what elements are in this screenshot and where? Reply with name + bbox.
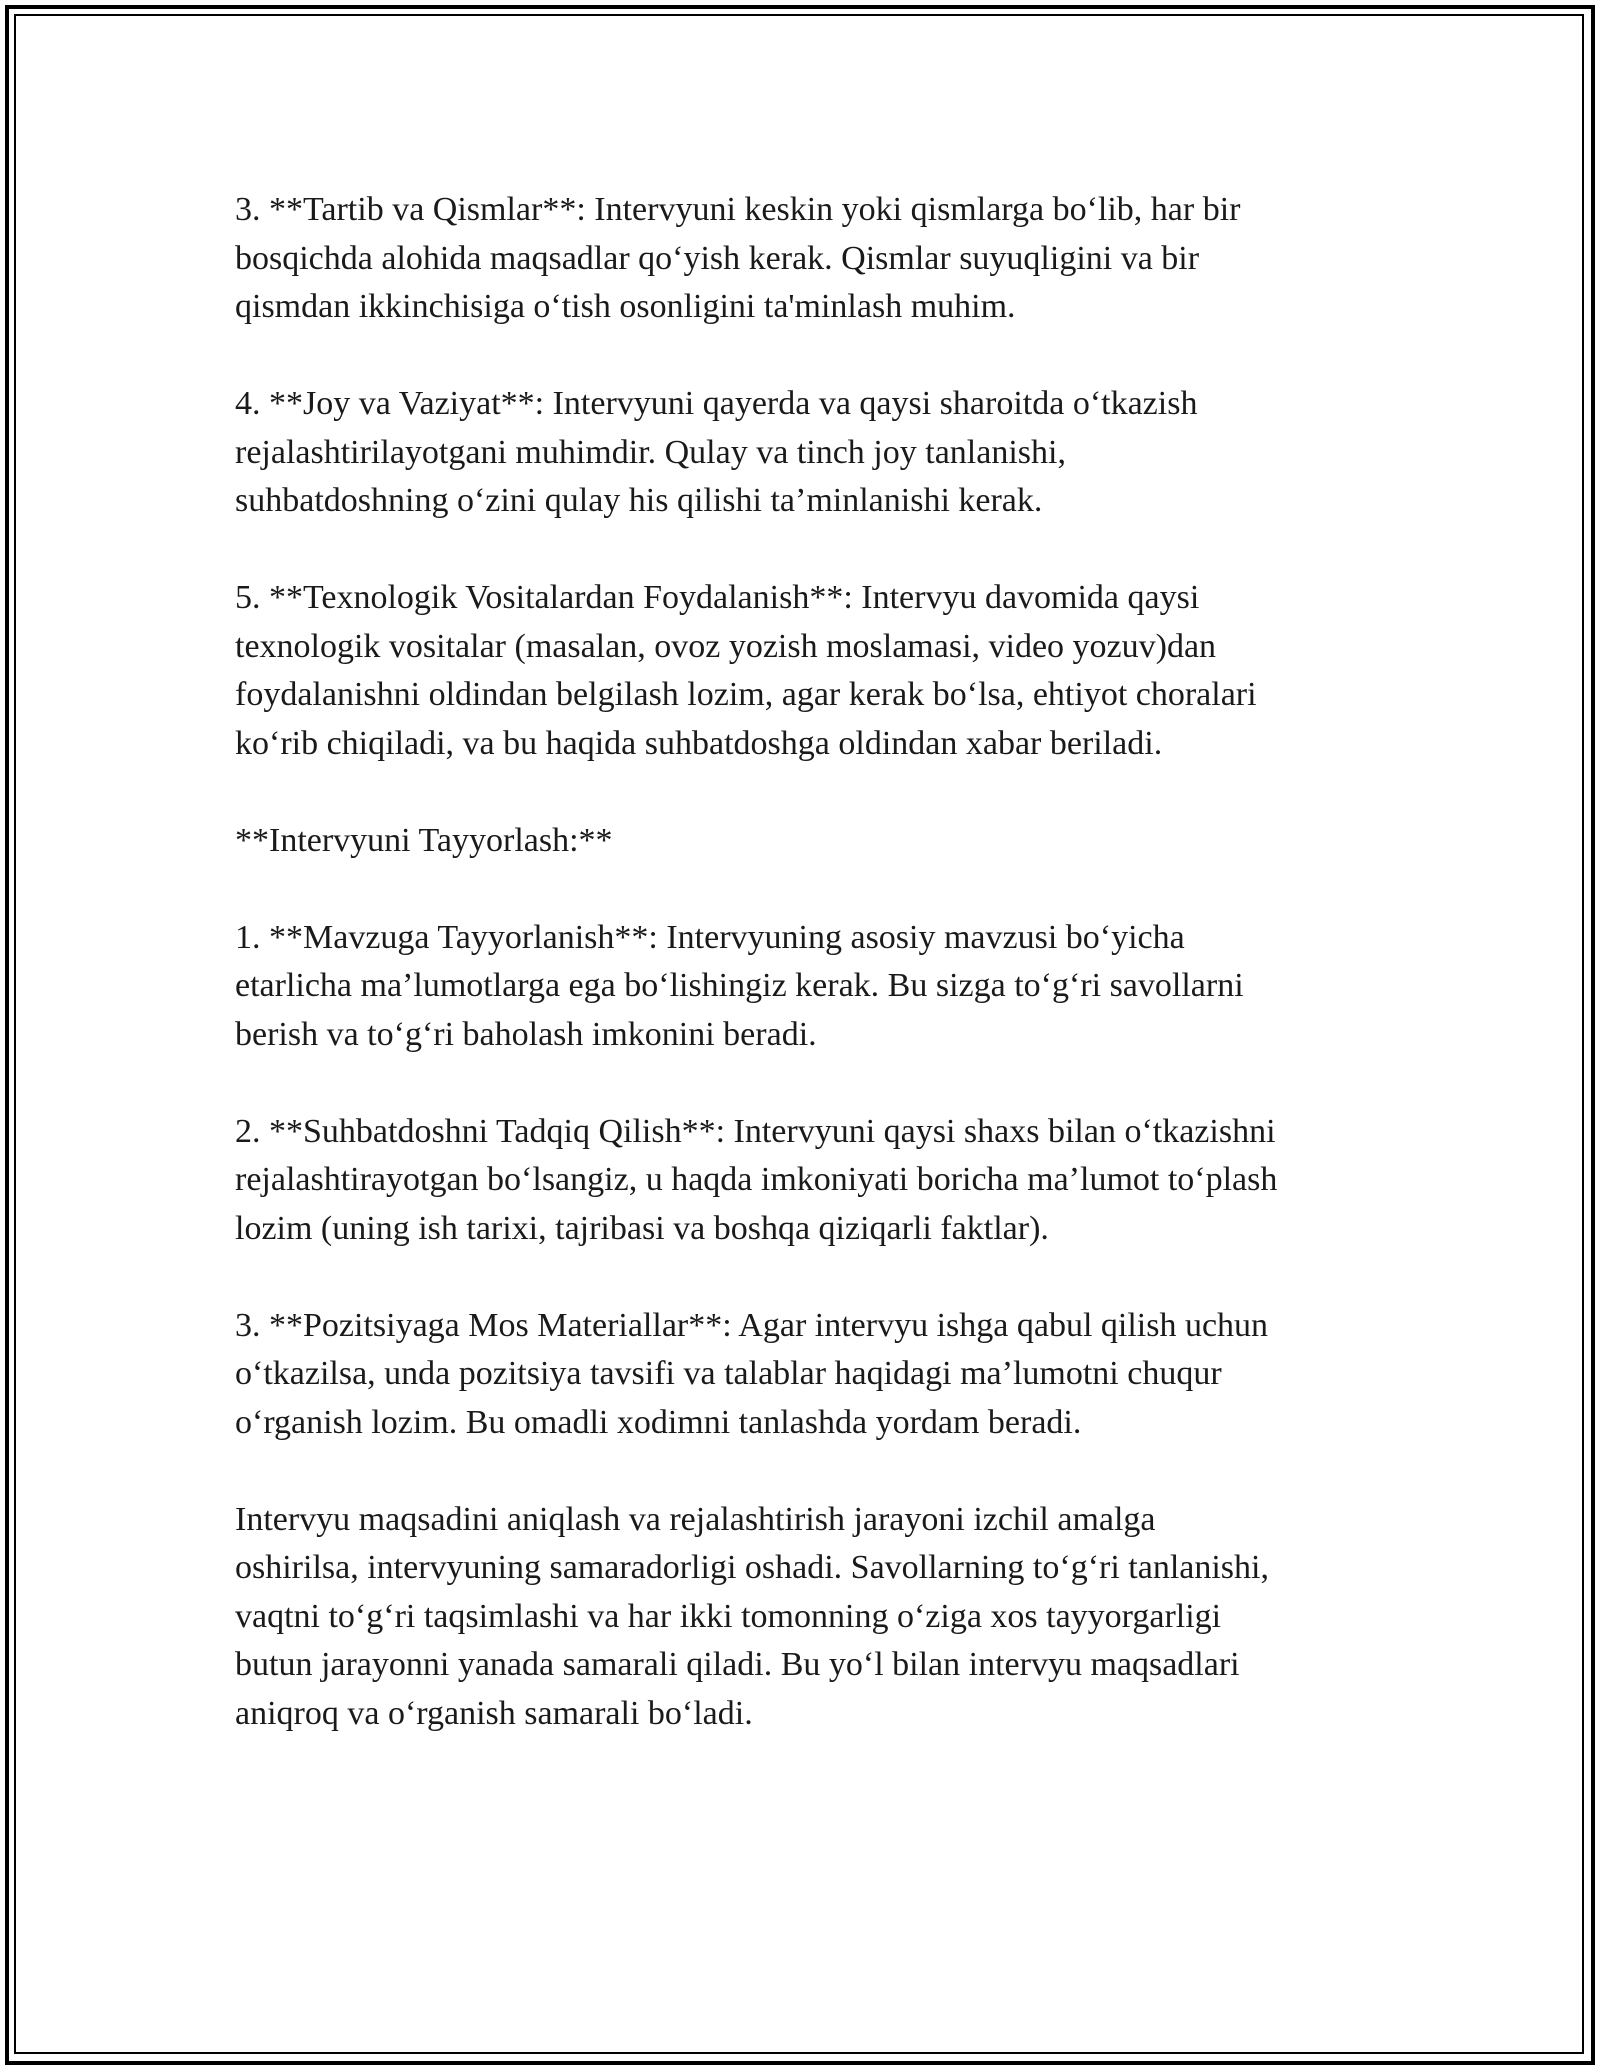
text-line: Intervyu maqsadini aniqlash va rejalashtirish jarayoni izchil amalga — [235, 1500, 1156, 1538]
section-heading-intervyuni-tayyorlash — [235, 817, 1385, 866]
text-line: rejalashtirayotgan bo‘lsangiz, u haqda imkoniyati boricha ma’lumot to‘plash — [235, 1161, 1278, 1198]
text-line: 3. **Pozitsiyaga Mos Materiallar**: Agar intervyu ishga qabul qilish uchun — [235, 1306, 1269, 1344]
text-line: foydalanishni oldindan belgilash lozim, agar kerak bo‘lsa, ehtiyot choralari — [235, 676, 1257, 713]
text-line: qismdan ikkinchisiga o‘tish osonligini ta'minlash muhim. — [235, 288, 1016, 325]
paragraph-suhbatdoshni-tadqiq — [235, 1108, 1385, 1254]
text-line: etarlicha ma’lumotlarga ega bo‘lishingiz kerak. Bu sizga to‘g‘ri savollarni — [235, 967, 1244, 1004]
text-line: 3. **Tartib va Qismlar**: Intervyuni keskin yoki qismlarga bo‘lib, har bir — [235, 191, 1241, 228]
paragraph-pozitsiyaga-mos — [235, 1302, 1385, 1448]
text-line: 2. **Suhbatdoshni Tadqiq Qilish**: Intervyuni qaysi shaxs bilan o‘tkazishni — [235, 1112, 1276, 1150]
text-line: rejalashtirilayotgani muhimdir. Qulay va tinch joy tanlanishi, — [235, 433, 1066, 471]
text-line: vaqtni to‘g‘ri taqsimlashi va har ikki tomonning o‘ziga xos tayyorgarligi — [235, 1597, 1222, 1635]
text-line: 1. **Mavzuga Tayyorlanish**: Intervyuning asosiy mavzusi bo‘yicha — [235, 918, 1185, 956]
text-line: berish va to‘g‘ri baholash imkonini beradi. — [235, 1015, 817, 1053]
paragraph-mavzuga-tayyorlanish — [235, 914, 1385, 1060]
paragraph-joy-va-vaziyat — [235, 380, 1385, 526]
text-line: butun jarayonni yanada samarali qiladi. Bu yo‘l bilan intervyu maqsadlari — [235, 1646, 1240, 1683]
paragraph-tartib-va-qismlar — [235, 186, 1385, 332]
text-line: aniqroq va o‘rganish samarali bo‘ladi. — [235, 1694, 753, 1732]
text-line: 5. **Texnologik Vositalardan Foydalanish**: Intervyu davomida qaysi — [235, 579, 1200, 616]
text-line: oshirilsa, intervyuning samaradorligi oshadi. Savollarning to‘g‘ri tanlanishi, — [235, 1549, 1269, 1586]
text-line: o‘tkazilsa, unda pozitsiya tavsifi va talablar haqidagi ma’lumotni chuqur — [235, 1355, 1222, 1392]
text-line: texnologik vositalar (masalan, ovoz yozish moslamasi, video yozuv)dan — [235, 627, 1217, 665]
text-line: bosqichda alohida maqsadlar qo‘yish kerak. Qismlar suyuqligini va bir — [235, 239, 1200, 277]
text-line: lozim (uning ish tarixi, tajribasi va boshqa qiziqarli faktlar). — [235, 1209, 1049, 1247]
text-line: suhbatdoshning o‘zini qulay his qilishi ta’minlanishi kerak. — [235, 482, 1043, 519]
paragraph-conclusion — [235, 1496, 1385, 1739]
document-body — [235, 186, 1385, 1787]
text-line: o‘rganish lozim. Bu omadli xodimni tanlashda yordam beradi. — [235, 1403, 1082, 1441]
text-line: ko‘rib chiqiladi, va bu haqida suhbatdoshga oldindan xabar beriladi. — [235, 724, 1163, 762]
text-line: 4. **Joy va Vaziyat**: Intervyuni qayerda va qaysi sharoitda o‘tkazish — [235, 385, 1198, 422]
text-line: **Intervyuni Tayyorlash:** — [235, 821, 613, 859]
paragraph-texnologik-vositalar — [235, 574, 1385, 768]
